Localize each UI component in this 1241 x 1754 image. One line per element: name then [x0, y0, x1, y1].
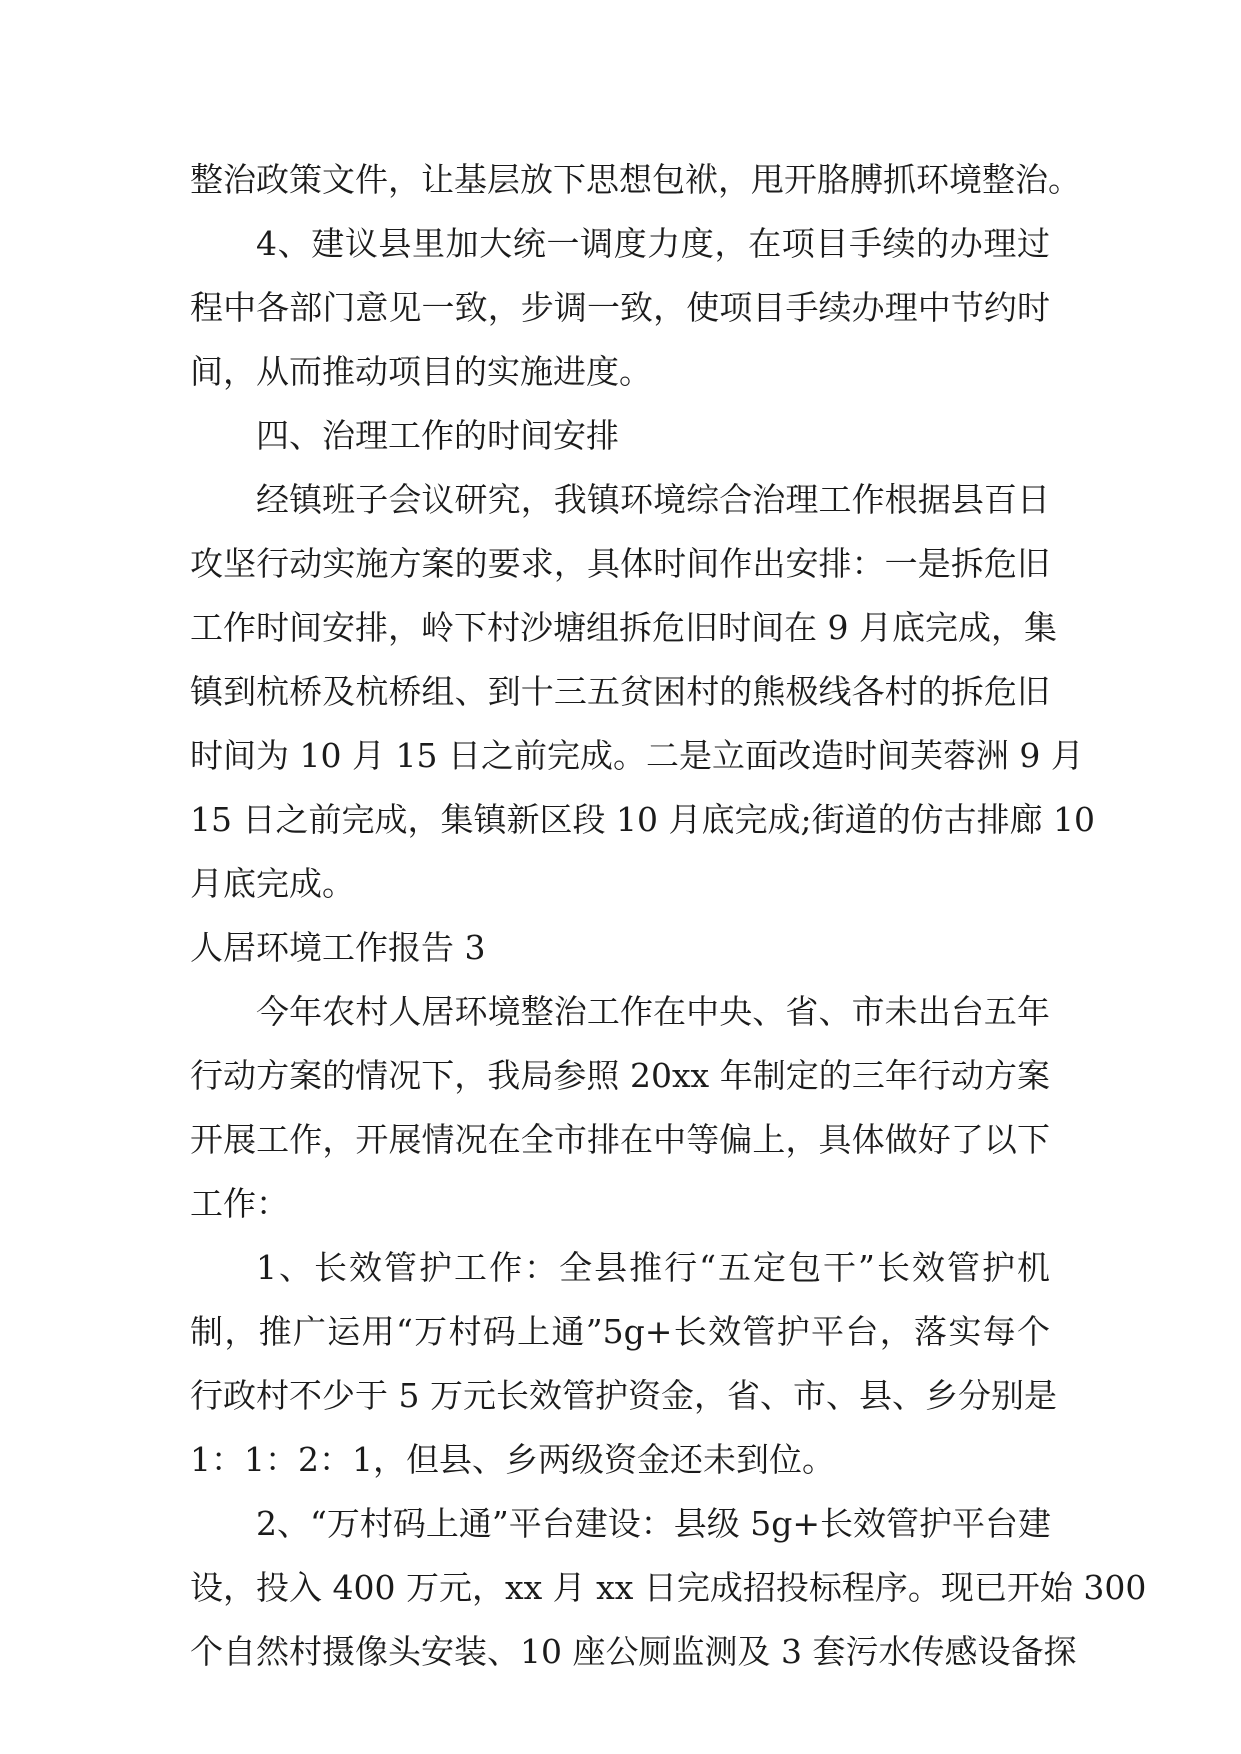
paragraph-line: 行政村不少于 5 万元长效管护资金，省、市、县、乡分别是	[190, 1376, 1057, 1415]
paragraph-line: 4、建议县里加大统一调度力度，在项目手续的办理过	[256, 224, 1050, 263]
paragraph-line: 镇到杭桥及杭桥组、到十三五贫困村的熊极线各村的拆危旧	[190, 672, 1050, 711]
paragraph-line: 经镇班子会议研究，我镇环境综合治理工作根据县百日	[256, 480, 1050, 519]
paragraph-line: 月底完成。	[190, 864, 355, 903]
paragraph-line: 今年农村人居环境整治工作在中央、省、市未出台五年	[256, 992, 1050, 1031]
paragraph-line: 1、长效管护工作：全县推行“五定包干”长效管护机	[256, 1248, 1050, 1287]
paragraph-line: 间，从而推动项目的实施进度。	[190, 352, 652, 391]
paragraph-line: 程中各部门意见一致，步调一致，使项目手续办理中节约时	[190, 288, 1050, 327]
report-title: 人居环境工作报告 3	[190, 928, 486, 967]
paragraph-line: 个自然村摄像头安装、10 座公厕监测及 3 套污水传感设备探	[190, 1632, 1077, 1671]
paragraph-line: 1：1：2：1，但县、乡两级资金还未到位。	[190, 1440, 835, 1479]
paragraph-line: 设，投入 400 万元，xx 月 xx 日完成招投标程序。现已开始 300	[190, 1568, 1147, 1607]
paragraph-line: 制，推广运用“万村码上通”5g+长效管护平台，落实每个	[190, 1312, 1050, 1351]
paragraph-line: 行动方案的情况下，我局参照 20xx 年制定的三年行动方案	[190, 1056, 1050, 1095]
paragraph-line: 15 日之前完成，集镇新区段 10 月底完成;街道的仿古排廊 10	[190, 800, 1096, 839]
paragraph-line: 工作：	[190, 1184, 289, 1223]
paragraph-line: 2、“万村码上通”平台建设：县级 5g+长效管护平台建	[256, 1504, 1051, 1543]
paragraph-line: 时间为 10 月 15 日之前完成。二是立面改造时间芙蓉洲 9 月	[190, 736, 1084, 775]
document-body	[190, 148, 1147, 1684]
paragraph-line: 攻坚行动实施方案的要求，具体时间作出安排：一是拆危旧	[190, 544, 1050, 583]
paragraph-line: 开展工作，开展情况在全市排在中等偏上，具体做好了以下	[190, 1120, 1050, 1159]
section-heading: 四、治理工作的时间安排	[256, 416, 619, 455]
paragraph-line: 整治政策文件，让基层放下思想包袱，甩开胳膊抓环境整治。	[190, 160, 1081, 199]
paragraph-line: 工作时间安排，岭下村沙塘组拆危旧时间在 9 月底完成，集	[190, 608, 1057, 647]
